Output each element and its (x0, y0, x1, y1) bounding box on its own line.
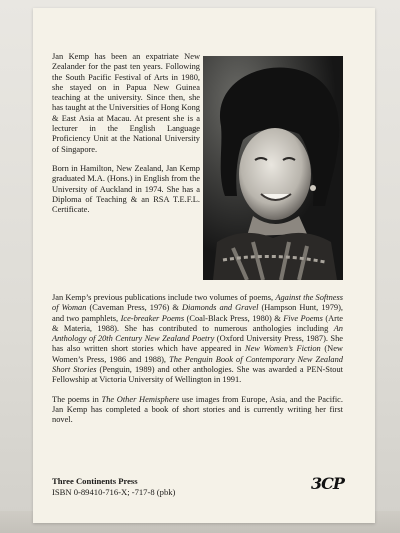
text-run: (Oxford University Press, 1987). She has also written short stories which have appeared in (52, 334, 343, 354)
closing-paragraph (52, 395, 343, 426)
text-run: (Caveman Press, 1976) & (86, 303, 182, 313)
text-run: (New Women’s Press, 1986 and 1988), (52, 344, 343, 364)
isbn: ISBN 0-89410-716-X; -717-8 (pbk) (52, 487, 176, 497)
text-run: use images from Europe, Asia, and the Pacific. Jan Kemp has completed a book of short stories and is currently writing her first novel. (52, 394, 343, 425)
publisher-logo: 3CP (311, 474, 344, 493)
text-run: The poems in (52, 394, 102, 404)
book-title: An Anthology of 20th Century New Zealand Poetry (52, 323, 343, 344)
book-title: Five Poems (283, 313, 323, 323)
publisher-block (52, 476, 282, 498)
book-title: The Penguin Book of Contemporary New Zealand Short Stories (52, 354, 343, 375)
publisher-name: Three Continents Press (52, 476, 138, 486)
book-back-cover (33, 8, 375, 523)
text-run: (Hampson Hunt, 1979), and two pamphlets, (52, 303, 343, 323)
text-run: Jan Kemp’s previous publications include two volumes of poems, (52, 293, 276, 302)
text-run: (Coal-Black Press, 1980) & (184, 313, 284, 323)
author-photo (203, 56, 343, 280)
bio-column (52, 52, 200, 224)
book-title: Against the Softness of Woman (52, 293, 344, 313)
book-title: Ice-breaker Poems (120, 313, 185, 323)
text-run: (Penguin, 1989) and other anthologies. She was awarded a PEN-Stout Fellowship at Victoria University of Wellington in 1991. (52, 365, 343, 385)
bio-paragraph-2: Born in Hamilton, New Zealand, Jan Kemp graduated M.A. (Hons.) in English from the University of Auckland in 1974. She has a Diploma of Teaching & an RSA T.E.F.L. Certificate. (52, 163, 200, 215)
book-title: The Other Hemisphere (101, 394, 180, 404)
publications-section (52, 293, 343, 435)
book-title: New Women’s Fiction (244, 344, 321, 354)
author-portrait-image (203, 56, 343, 280)
bio-paragraph-1: Jan Kemp has been an expatriate New Zealander for the past ten years. Following the South Pacific Festival of Arts in 1980, she stayed on in Papua New Guinea teaching at the university. Since then, she has taught at the Universities of Hong Kong & East Asia at Macau. At present she is a lecturer in the English Language Proficiency Unit at the National University of Singapore. (52, 52, 200, 154)
text-run: (Arte & Materia, 1988). She has contributed to numerous anthologies including (52, 313, 343, 333)
book-title: Diamonds and Gravel (182, 303, 259, 313)
publications-paragraph (52, 293, 343, 386)
